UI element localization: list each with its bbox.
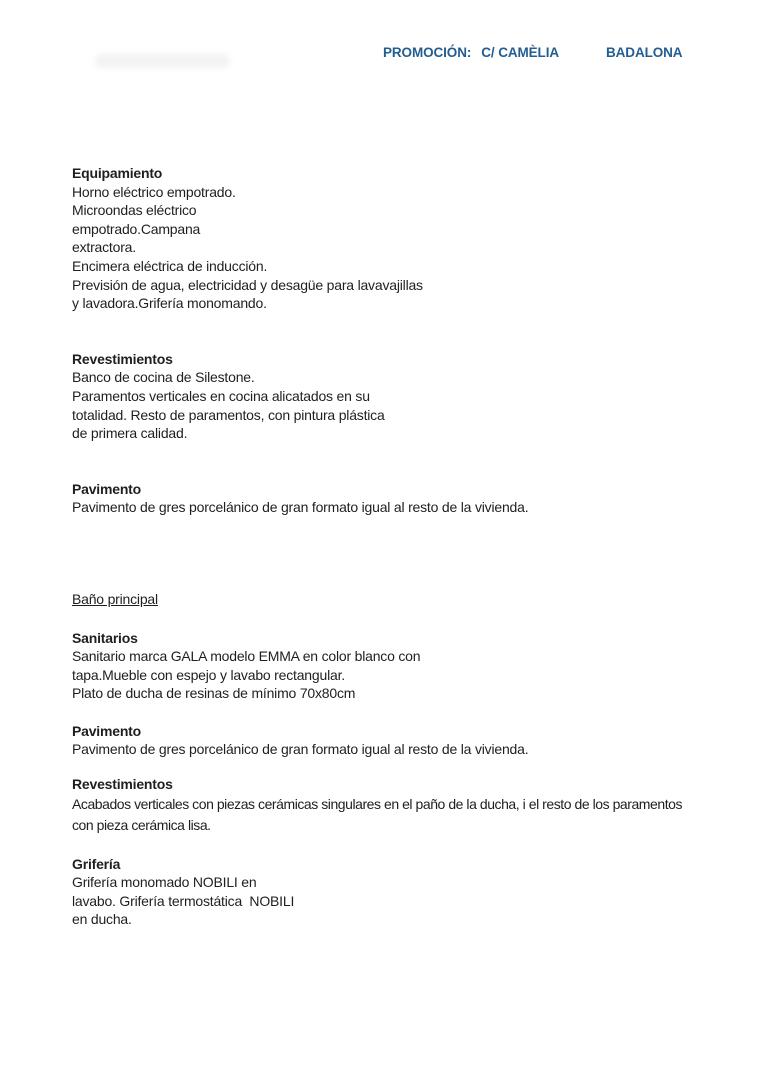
- section-heading: Pavimento: [72, 722, 141, 739]
- section-heading: Baño principal: [72, 590, 158, 607]
- text-line: Previsión de agua, electricidad y desagüe para lavavajillas: [72, 276, 423, 293]
- section-revestimientos-cocina: [72, 350, 737, 443]
- document-body: [72, 164, 737, 929]
- text-line: con pieza cerámica lisa.: [72, 817, 211, 834]
- text-line: Encimera eléctrica de inducción.: [72, 257, 268, 274]
- section-equipamiento: [72, 164, 737, 313]
- section-bano-principal: [72, 590, 737, 609]
- section-heading: Equipamiento: [72, 165, 163, 181]
- text-line: Banco de cocina de Silestone.: [72, 369, 255, 386]
- text-line: Pavimento de gres porcelánico de gran formato igual al resto de la vivienda.: [72, 741, 529, 758]
- text-line: Sanitario marca GALA modelo EMMA en color blanco con: [72, 648, 421, 665]
- text-line: Microondas eléctrico: [72, 202, 197, 219]
- text-line: extractora.: [72, 239, 136, 256]
- watermark-smudge: [95, 54, 230, 68]
- section-heading: Sanitarios: [72, 629, 138, 646]
- text-line: totalidad. Resto de paramentos, con pintura plástica: [72, 406, 385, 423]
- promotion-city: BADALONA: [606, 45, 683, 60]
- document-header: [383, 45, 682, 60]
- text-line: en ducha.: [72, 911, 132, 928]
- section-heading: Grifería: [72, 855, 121, 872]
- section-griferia: [72, 855, 737, 929]
- promotion-street: C/ CAMÈLIA: [481, 45, 559, 60]
- promotion-label: PROMOCIÓN:: [383, 45, 472, 60]
- section-pavimento-bano: [72, 722, 737, 759]
- section-heading: Pavimento: [72, 480, 141, 497]
- text-line: Grifería monomado NOBILI en: [72, 874, 257, 891]
- text-line: tapa.Mueble con espejo y lavabo rectangular.: [72, 666, 345, 683]
- text-line: empotrado.Campana: [72, 220, 201, 237]
- section-revestimientos-bano: [72, 775, 737, 837]
- text-line: Paramentos verticales en cocina alicatados en su: [72, 387, 370, 404]
- section-heading: Revestimientos: [72, 776, 173, 793]
- text-line: lavabo. Grifería termostática NOBILI: [72, 892, 295, 909]
- section-sanitarios: [72, 629, 737, 703]
- text-line: Horno eléctrico empotrado.: [72, 183, 236, 200]
- text-line: y lavadora.Grifería monomando.: [72, 295, 267, 312]
- text-line: Plato de ducha de resinas de mínimo 70x80cm: [72, 685, 356, 702]
- text-line: de primera calidad.: [72, 425, 188, 442]
- section-pavimento-cocina: [72, 480, 737, 517]
- section-heading: Revestimientos: [72, 350, 173, 367]
- text-line: Acabados verticales con piezas cerámicas singulares en el paño de la ducha, i el resto de los paramentos: [72, 795, 683, 812]
- text-line: Pavimento de gres porcelánico de gran formato igual al resto de la vivienda.: [72, 499, 529, 516]
